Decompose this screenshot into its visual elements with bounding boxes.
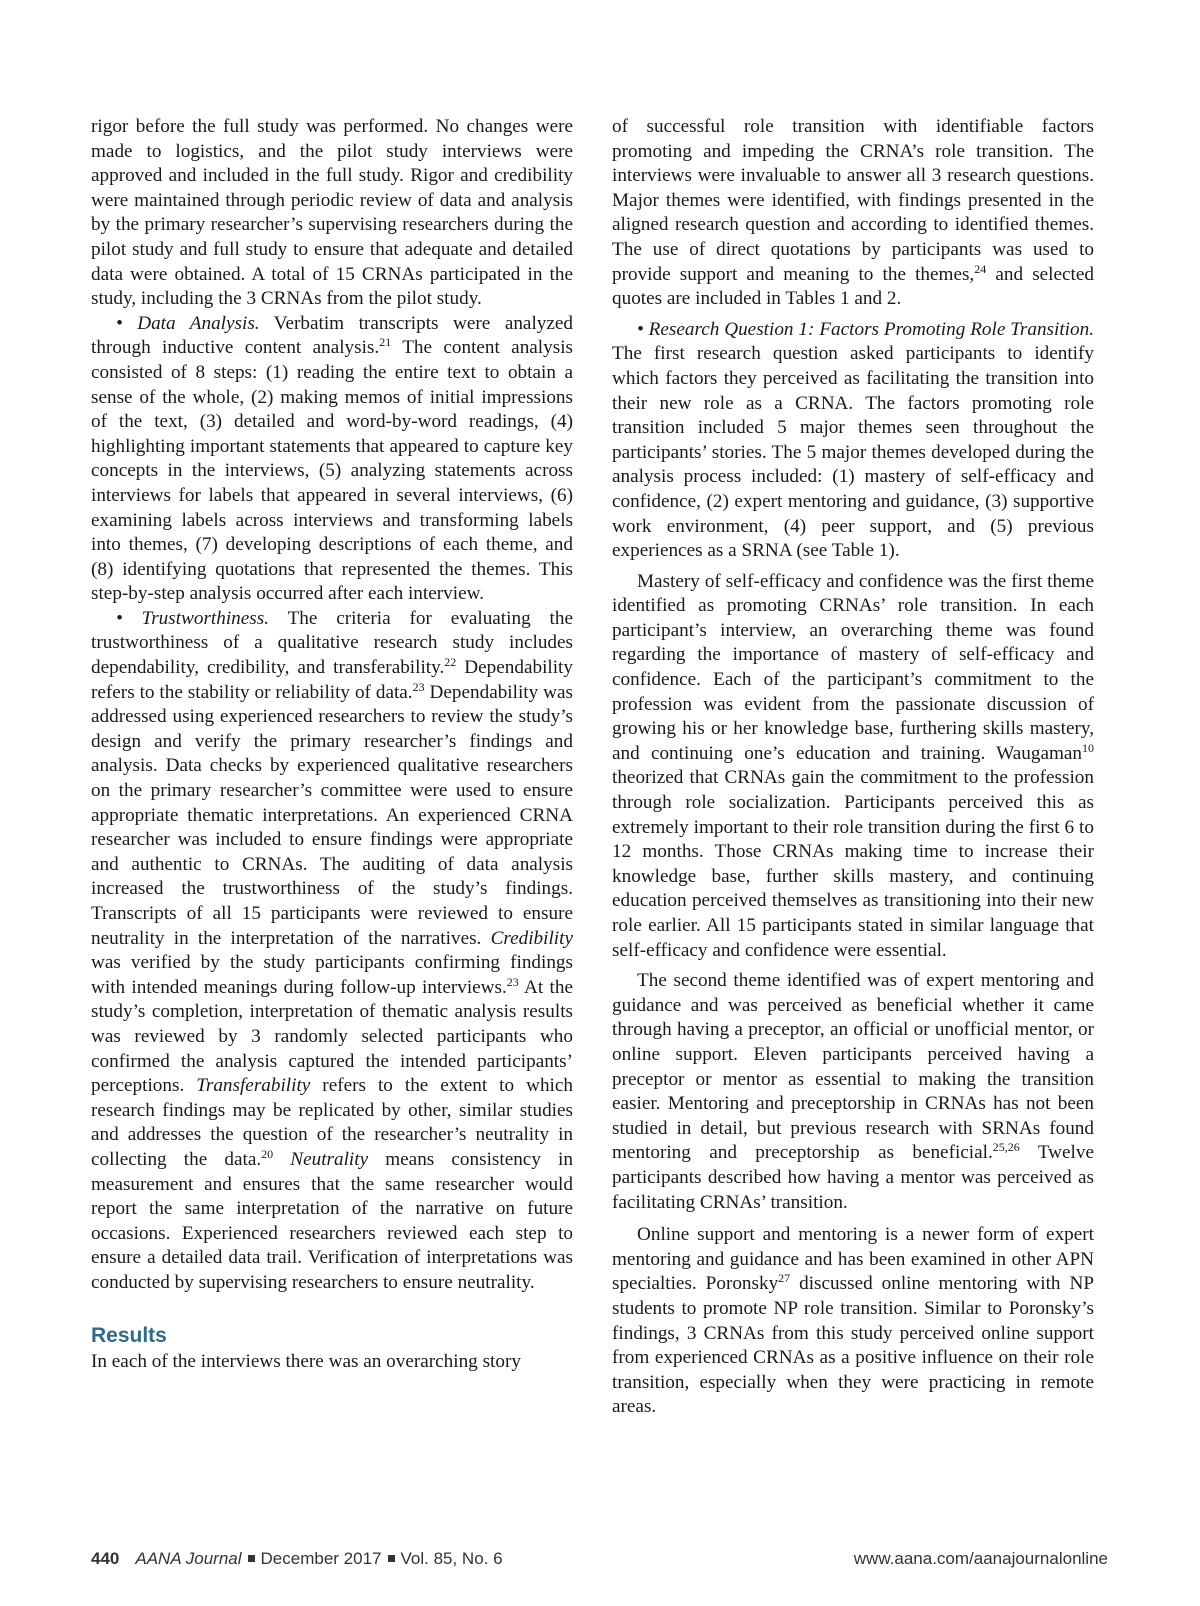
- left-column: [91, 115, 573, 1374]
- paragraph-research-question-1: • Research Question 1: Factors Promoting Role Transition. The first research question asked participants to identify which factors they perceived as facilitating the transition into their new role as a CRNA. The factors promoting role transition included 5 major themes seen throughout the participants’ stories. The 5 major themes developed during the analysis process included: (1) mastery of self-efficacy and confidence, (2) expert mentoring and guidance, (3) supportive work environment, (4) peer support, and (5) previous experiences as a SRNA (see Table 1).: [612, 318, 1094, 562]
- volume-number: Vol. 85, No. 6: [400, 1549, 503, 1568]
- paragraph-rigor: rigor before the full study was performed. No changes were made to logistics, and the pilot study interviews were approved and included in the full study. Rigor and credibility were maintained through periodic review of data and analysis by the primary researcher’s supervising researchers during the pilot study and full study to ensure that adequate and detailed data were obtained. A total of 15 CRNAs participated in the study, including the 3 CRNAs from the pilot study.: [91, 116, 573, 310]
- paragraph-results-continued: of successful role transition with identifiable factors promoting and impeding the CRNA’s role transition. The interviews were invaluable to answer all 3 research questions. Major themes were identified, with findings presented in the aligned research question and according to identified themes. The use of direct quotations by participants was used to provide support and meaning to the themes,$^{24}$ and selected quotes are included in Tables 1 and 2.: [612, 116, 1094, 310]
- paragraph-online-support: Online support and mentoring is a newer form of expert mentoring and guidance and has been examined in other APN specialties. Poronsky$^{27}$ discussed online mentoring with NP students to promote NP role transition. Similar to Poronsky’s findings, 3 CRNAs from this study perceived online support from experienced CRNAs as a positive influence on their role transition, especially when they were practicing in remote areas.: [612, 1224, 1094, 1418]
- data-analysis-title: • Data Analysis.: [116, 312, 260, 334]
- citation-ref: 21: [379, 335, 392, 350]
- paragraph-data-analysis: • Data Analysis. Verbatim transcripts were analyzed through inductive content analysis.$^{21}$ The content analysis consisted of 8 steps: (1) reading the entire text to obtain a sense of the whole, (2) making memos of initial impressions of the text, (3) detailed and word-by-word readings, (4) highlighting important statements that appeared to capture key concepts in the interviews, (5) analyzing statements across interviews for labels that appeared in several interviews, (6) examining labels across interviews and transforming labels into themes, (7) developing descriptions of each theme, and (8) identifying quotations that represented the themes. This step-by-step analysis occurred after each interview.: [91, 312, 573, 605]
- citation-ref: 20: [261, 1146, 274, 1161]
- page-number: 440: [91, 1549, 120, 1568]
- paragraph-results: In each of the interviews there was an overarching story: [91, 1350, 521, 1372]
- trustworthiness-title: • Trustworthiness.: [116, 607, 270, 629]
- journal-name: AANA Journal: [135, 1549, 242, 1568]
- separator-square-icon: [388, 1555, 395, 1562]
- journal-url[interactable]: www.aana.com/aanajournalonline: [853, 1549, 1108, 1568]
- paragraph-mentoring: The second theme identified was of expert mentoring and guidance and was perceived as beneficial whether it came through having a preceptor, an official or unofficial mentor, or online support. Eleven participants perceived having a preceptor or mentor as essential to making the transition easier. Mentoring and preceptorship in CRNAs has not been studied in detail, but previous research with SRNAs found mentoring and preceptorship as beneficial.$^{25,26}$ Twelve participants described how having a mentor was perceived as facilitating CRNAs’ transition.: [612, 970, 1094, 1213]
- issue-date: December 2017: [260, 1549, 382, 1568]
- results-heading: Results: [91, 1323, 167, 1347]
- citation-ref: 23: [506, 974, 519, 989]
- right-column: [612, 115, 1094, 1420]
- citation-ref: 25,26: [992, 1140, 1020, 1155]
- citation-ref: 10: [1082, 740, 1094, 755]
- page-footer: [91, 1549, 1108, 1569]
- paragraph-self-efficacy: Mastery of self-efficacy and confidence was the first theme identified as promoting CRNAs’ role transition. In each participant’s interview, an overarching theme was found regarding the importance of mastery of self-efficacy and confidence. Each of the participant’s commitment to the profession was evident from the passionate discussion of growing his or her knowledge base, furthering skills mastery, and continuing one’s education and training. Waugaman$^{10}$ theorized that CRNAs gain the commitment to the profession through role socialization. Participants perceived this as extremely important to their role transition during the first 6 to 12 months. Those CRNAs making time to increase their knowledge base, further skills mastery, and continuing education perceived themselves as transitioning into their new role earlier. All 15 participants stated in similar language that self-efficacy and confidence were essential.: [612, 570, 1094, 961]
- footer-citation: [91, 1549, 503, 1569]
- paragraph-trustworthiness: • Trustworthiness. The criteria for evaluating the trustworthiness of a qualitative research study includes dependability, credibility, and transferability.$^{22}$ Dependability refers to the stability or reliability of data.$^{23}$ Dependability was addressed using experienced researchers to review the study’s design and verify the primary researcher’s findings and analysis. Data checks by experienced qualitative researchers on the primary researcher’s committee were used to ensure appropriate thematic interpretations. An experienced CRNA researcher was included to ensure findings were appropriate and authentic to CRNAs. The auditing of data analysis increased the trustworthiness of the study’s findings. Transcripts of all 15 participants were reviewed to ensure neutrality in the interpretation of the narratives. Credibility was verified by the study participants confirming findings with intended meanings during follow-up interviews.$^{23}$ At the study’s completion, interpretation of thematic analysis results was reviewed by 3 randomly selected participants who confirmed the analysis captured the intended participants’ perceptions. Transferability refers to the extent to which research findings may be replicated by other, similar studies and addresses the question of the researcher’s neutrality in collecting the data.$^{20}$ Neutrality means consistency in measurement and ensures that the same researcher would report the same interpretation of the narrative on future occasions. Experienced researchers reviewed each step to ensure a detailed data trail. Verification of interpretations was conducted by supervising researchers to ensure neutrality.: [91, 607, 573, 1293]
- citation-ref: 24: [974, 261, 987, 276]
- research-question-1-title: • Research Question 1: Factors Promoting Role Transition.: [637, 318, 1094, 340]
- citation-ref: 22: [444, 655, 457, 670]
- citation-ref: 23: [412, 679, 425, 694]
- separator-square-icon: [248, 1555, 255, 1562]
- citation-ref: 27: [778, 1271, 791, 1286]
